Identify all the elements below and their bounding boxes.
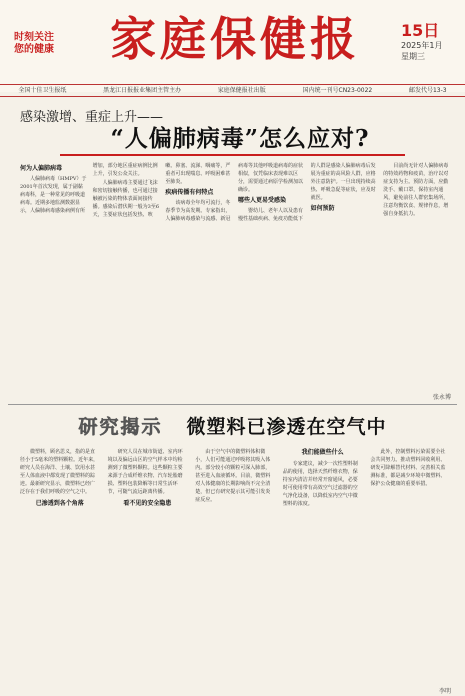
article2-paragraph: 微塑料，顾名思义，指的是直径小于5毫米的塑料颗粒。近年来，研究人员在海洋、土壤、饮用水甚至人体血液中都发现了微塑料的踪迹。最新研究显示，微塑料已经广泛存在于我们呼吸的空气之中。: [20, 449, 99, 495]
section-divider: [8, 404, 457, 405]
article1-paragraph: 该病毒全年均可流行，冬春季节为高发期。专家指出，人偏肺病毒感染与流感、新冠病毒等其他呼吸道病毒的症状相似，仅凭临床表现难以区分，需要通过病原学检测加以确诊。: [165, 163, 303, 222]
article2-paragraph: 此外，控制塑料污染需要全社会共同努力。推动塑料回收利用、研发可降解替代材料、完善相关监测标准，都是减少环境中微塑料、保护公众健康的重要举措。: [370, 449, 446, 487]
masthead: [0, 0, 465, 92]
article1-paragraph: 婴幼儿、老年人以及患有慢性基础疾病、免疫功能低下的人群是感染人偏肺病毒后发展为重症的高风险人群，应格外注意防护。一旦出现持续高热、呼吸急促等症状，应及时就医。: [237, 163, 376, 222]
slogan-line-1: 时刻关注: [14, 32, 54, 43]
article1-headline: “人偏肺病毒”怎么应对?: [110, 125, 370, 152]
newspaper-title: 家庭保健报: [110, 12, 360, 66]
article2-subhead: 已渗透到各个角落: [35, 500, 84, 507]
info-item: 家庭保健报社出版: [217, 87, 266, 94]
publication-info-bar: [0, 84, 465, 97]
article1-byline: 张永博: [432, 394, 451, 401]
info-item: 黑龙江日报报业集团主管主办: [103, 87, 182, 94]
article1-subhead: 如何预防: [310, 205, 335, 212]
article1-paragraph: 人偏肺病毒（HMPV）于2001年首次发现，属于副黏病毒科，是一种常见的呼吸道病毒。近期多地监测数据显示，人偏肺病毒感染病例有所增加，部分地区重症病例比例上升，引发公众关注。: [20, 163, 158, 214]
issue-date: [401, 22, 455, 62]
issue-weekday: 星期三: [401, 52, 425, 61]
article2-body: [20, 448, 450, 686]
headline-divider: [60, 154, 405, 156]
article2-headline-row: [10, 410, 455, 440]
article1-paragraph: 目前尚无针对人偏肺病毒的特效药物和疫苗，治疗以对症支持为主。预防方面，应勤洗手、戴口罩，保持室内通风，避免前往人群密集场所，注意均衡饮食、规律作息，增强自身抵抗力。: [383, 163, 449, 217]
article2-paragraph: 研究人员在城市街道、室内环境以及偏远山区的空气样本中均检测到了微塑料颗粒。这些颗粒主要来源于合成纤维衣物、汽车轮胎磨损、塑料包装降解等日常生活环节，可随气流远距离传播。: [107, 449, 183, 495]
slogan-line-2: 您的健康: [14, 44, 54, 55]
article2-byline: 李明: [438, 688, 451, 695]
article2-headline: 微塑料已渗透在空气中: [186, 415, 387, 438]
masthead-slogan: [14, 32, 54, 56]
info-item: 邮发代号13-3: [408, 87, 447, 94]
article2-paragraph: 专家建议，减少一次性塑料制品的使用，选择天然纤维衣物，保持室内清洁并经常开窗通风，必要时可使用带有高效空气过滤器的空气净化设备，以降低室内空气中微塑料的浓度。: [282, 461, 358, 507]
info-item: 国内统一刊号CN23-0022: [302, 87, 373, 94]
article1-kicker: 感染激增、重症上升——: [20, 110, 164, 125]
article2-kicker: 研究揭示: [78, 415, 163, 438]
article2-subhead: 我们能做些什么: [301, 449, 344, 456]
article2-subhead: 看不见的安全隐患: [123, 500, 172, 507]
info-item: 全国十佳卫生报纸: [18, 87, 67, 94]
article1-body: [20, 162, 450, 390]
article1-subhead: 哪些人更易受感染: [237, 197, 286, 204]
article2-paragraph: 由于空气中的微塑料体积微小，人们可能通过呼吸将其吸入体内。部分较小的颗粒可深入肺部，甚至进入血液循环。目前，微塑料对人体健康的长期影响尚不完全清楚，但已有研究提示其可能引发炎症反应。: [195, 449, 271, 503]
article1-paragraph: 人偏肺病毒主要通过飞沫和密切接触传播，也可通过接触被污染的物体表面间接传播。感染后潜伏期一般为3至6天，主要症状包括发热、咳嗽、鼻塞、流涕、咽痛等，严重者可出现喘息、呼吸困难甚至肺炎。: [92, 163, 231, 218]
article1-subhead: 何为人偏肺病毒: [20, 165, 63, 172]
article1-subhead: 疾病传播有何特点: [165, 189, 214, 196]
issue-day: 15日: [401, 21, 440, 40]
issue-year-month: 2025年1月: [401, 41, 443, 50]
